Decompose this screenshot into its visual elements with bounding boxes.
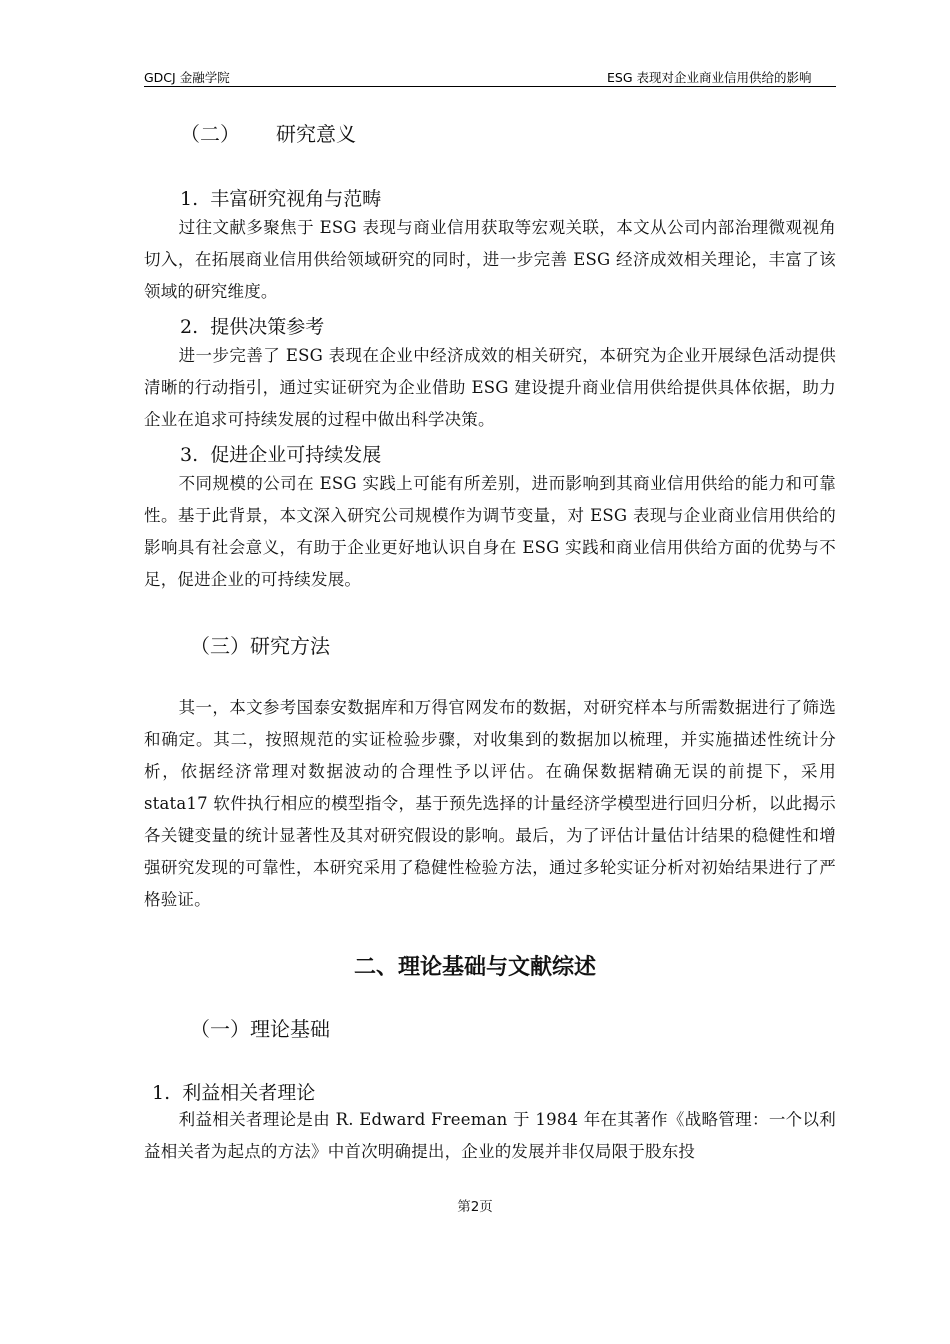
- section-significance-prefix: （二）: [180, 122, 240, 146]
- significance-item-3-text: 不同规模的公司在 ESG 实践上可能有所差别，进而影响到其商业信用供给的能力和可靠性。基于此背景，本文深入研究公司规模作为调节变量，对 ESG 表现与企业商业信用供给的影响具有社会意义，有助于企业更好地认识自身在 ESG 实践和商业信用供给方面的优势与不足，促进企业的可持续发展。: [144, 474, 836, 589]
- header-thesis-title: ESG 表现对企业商业信用供给的影响: [607, 70, 812, 85]
- chapter-two-subsection-heading: （一）理论基础: [190, 1017, 330, 1041]
- header-institution: GDCJ 金融学院: [144, 70, 230, 85]
- significance-item-2-title: 提供决策参考: [210, 316, 325, 338]
- section-methods-heading: （三）研究方法: [190, 634, 330, 658]
- stakeholder-theory-text: 利益相关者理论是由 R. Edward Freeman 于 1984 年在其著作《战略管理：一个以利益相关者为起点的方法》中首次明确提出，企业的发展并非仅局限于股东投: [144, 1110, 836, 1161]
- significance-item-3-title: 促进企业可持续发展: [210, 444, 382, 466]
- significance-item-1-heading: 1. 丰富研究视角与范畴: [180, 188, 382, 210]
- significance-item-1-text: 过往文献多聚焦于 ESG 表现与商业信用获取等宏观关联，本文从公司内部治理微观视角切入，在拓展商业信用供给领域研究的同时，进一步完善 ESG 经济成效相关理论，丰富了该领域的研究维度。: [144, 218, 836, 301]
- page-header: [144, 66, 836, 87]
- chapter-two-title: 二、理论基础与文献综述: [353, 955, 596, 980]
- page-number: 第2页: [457, 1199, 493, 1215]
- significance-item-2-text: 进一步完善了 ESG 表现在企业中经济成效的相关研究，本研究为企业开展绿色活动提供清晰的行动指引，通过实证研究为企业借助 ESG 建设提升商业信用供给提供具体依据，助力企业在追求可持续发展的过程中做出科学决策。: [144, 346, 836, 429]
- section-significance-title: 研究意义: [276, 122, 356, 146]
- significance-item-1-title: 丰富研究视角与范畴: [210, 188, 382, 210]
- significance-item-2-heading: 2. 提供决策参考: [180, 316, 325, 338]
- section-methods-text: 其一，本文参考国泰安数据库和万得官网发布的数据，对研究样本与所需数据进行了筛选和确定。其二，按照规范的实证检验步骤，对收集到的数据加以梳理，并实施描述性统计分析，依据经济常理对数据波动的合理性予以评估。在确保数据精确无误的前提下，采用 stata17 软件执行相应的模型指令，基于预先选择的计量经济学模型进行回归分析，以此揭示各关键变量的统计显著性及其对研究假设的影响。最后，为了评估计量估计结果的稳健性和增强研究发现的可靠性，本研究采用了稳健性检验方法，通过多轮实证分析对初始结果进行了严格验证。: [144, 698, 836, 909]
- stakeholder-theory-heading: 1. 利益相关者理论: [152, 1082, 316, 1104]
- stakeholder-theory-title: 利益相关者理论: [182, 1082, 316, 1104]
- significance-item-3-heading: 3. 促进企业可持续发展: [180, 444, 382, 466]
- section-significance-heading: [180, 118, 356, 147]
